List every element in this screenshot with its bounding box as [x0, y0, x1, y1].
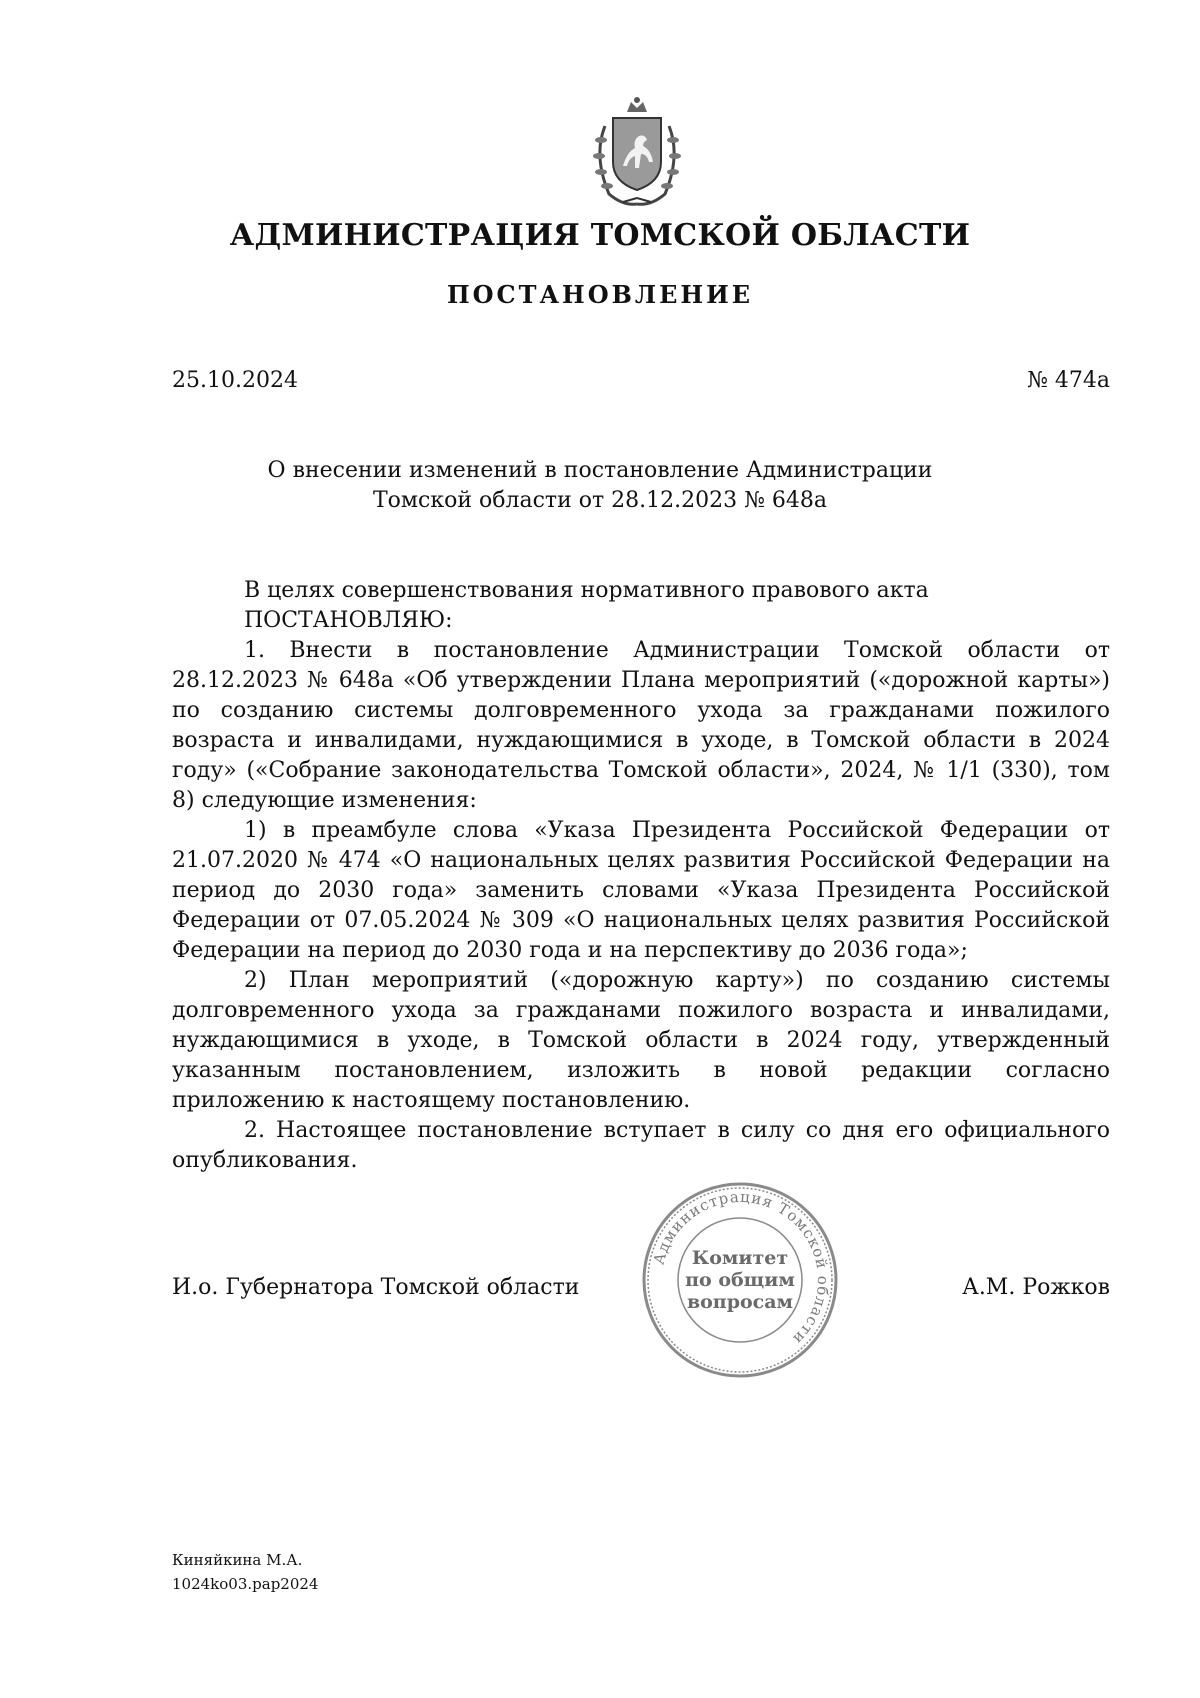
organization-title: АДМИНИСТРАЦИЯ ТОМСКОЙ ОБЛАСТИ — [229, 218, 971, 253]
document-date: 25.10.2024 — [172, 368, 298, 393]
subject-line: О внесении изменений в постановление Администрации — [267, 458, 933, 483]
executor-info — [172, 1548, 318, 1596]
signer-name: А.М. Рожков — [962, 1275, 1110, 1300]
signer-role: И.о. Губернатора Томской области — [172, 1275, 580, 1300]
executor-name: Киняйкина М.А. — [172, 1551, 303, 1569]
subject-line: Томской области от 28.12.2023 № 648а — [372, 488, 828, 513]
document-body — [172, 576, 1110, 1176]
stamp-line: вопросам — [686, 1291, 794, 1313]
document-number: № 474а — [1027, 368, 1110, 393]
document-subject — [250, 456, 950, 516]
clause-1-1: 1) в преамбуле слова «Указа Президента Российской Федерации от 21.07.2020 № 474 «О национальных целях развития Российской Федерации на период до 2030 года» заменить словами «Указа Президента Российской Федерации от 07.05.2024 № 309 «О национальных целях развития Российской Федерации на период до 2030 года и на перспективу до 2036 года»; — [172, 818, 1110, 963]
stamp-line: по общим — [685, 1269, 795, 1291]
document-type: ПОСТАНОВЛЕНИЕ — [446, 280, 754, 309]
stamp-line: Комитет — [691, 1247, 789, 1269]
clause-1-2: 2) План мероприятий («дорожную карту») по созданию системы долговременного ухода за гражданами пожилого возраста и инвалидами, нуждающимися в уходе, в Томской области в 2024 году, утвержденный указанным постановлением, изложить в новой редакции согласно приложению к настоящему постановлению. — [172, 968, 1110, 1113]
intro-paragraph: В целях совершенствования нормативного правового акта — [244, 578, 929, 603]
stamp-ring-text: Администрация Томской области — [649, 1187, 833, 1349]
coat-of-arms-icon — [583, 96, 691, 210]
file-reference: 1024ko03.pap2024 — [172, 1575, 319, 1593]
clause-2: 2. Настоящее постановление вступает в силу со дня его официального опубликования. — [172, 1118, 1110, 1173]
decree-word: ПОСТАНОВЛЯЮ: — [244, 608, 453, 633]
clause-1: 1. Внести в постановление Администрации Томской области от 28.12.2023 № 648а «Об утверждении Плана мероприятий («дорожной карты») по созданию системы долговременного ухода за гражданами пожилого возраста и инвалидами, нуждающимися в уходе, в Томской области в 2024 году» («Собрание законодательства Томской области», 2024, № 1/1 (330), том 8) следующие изменения: — [172, 638, 1110, 813]
official-stamp — [640, 1180, 840, 1380]
